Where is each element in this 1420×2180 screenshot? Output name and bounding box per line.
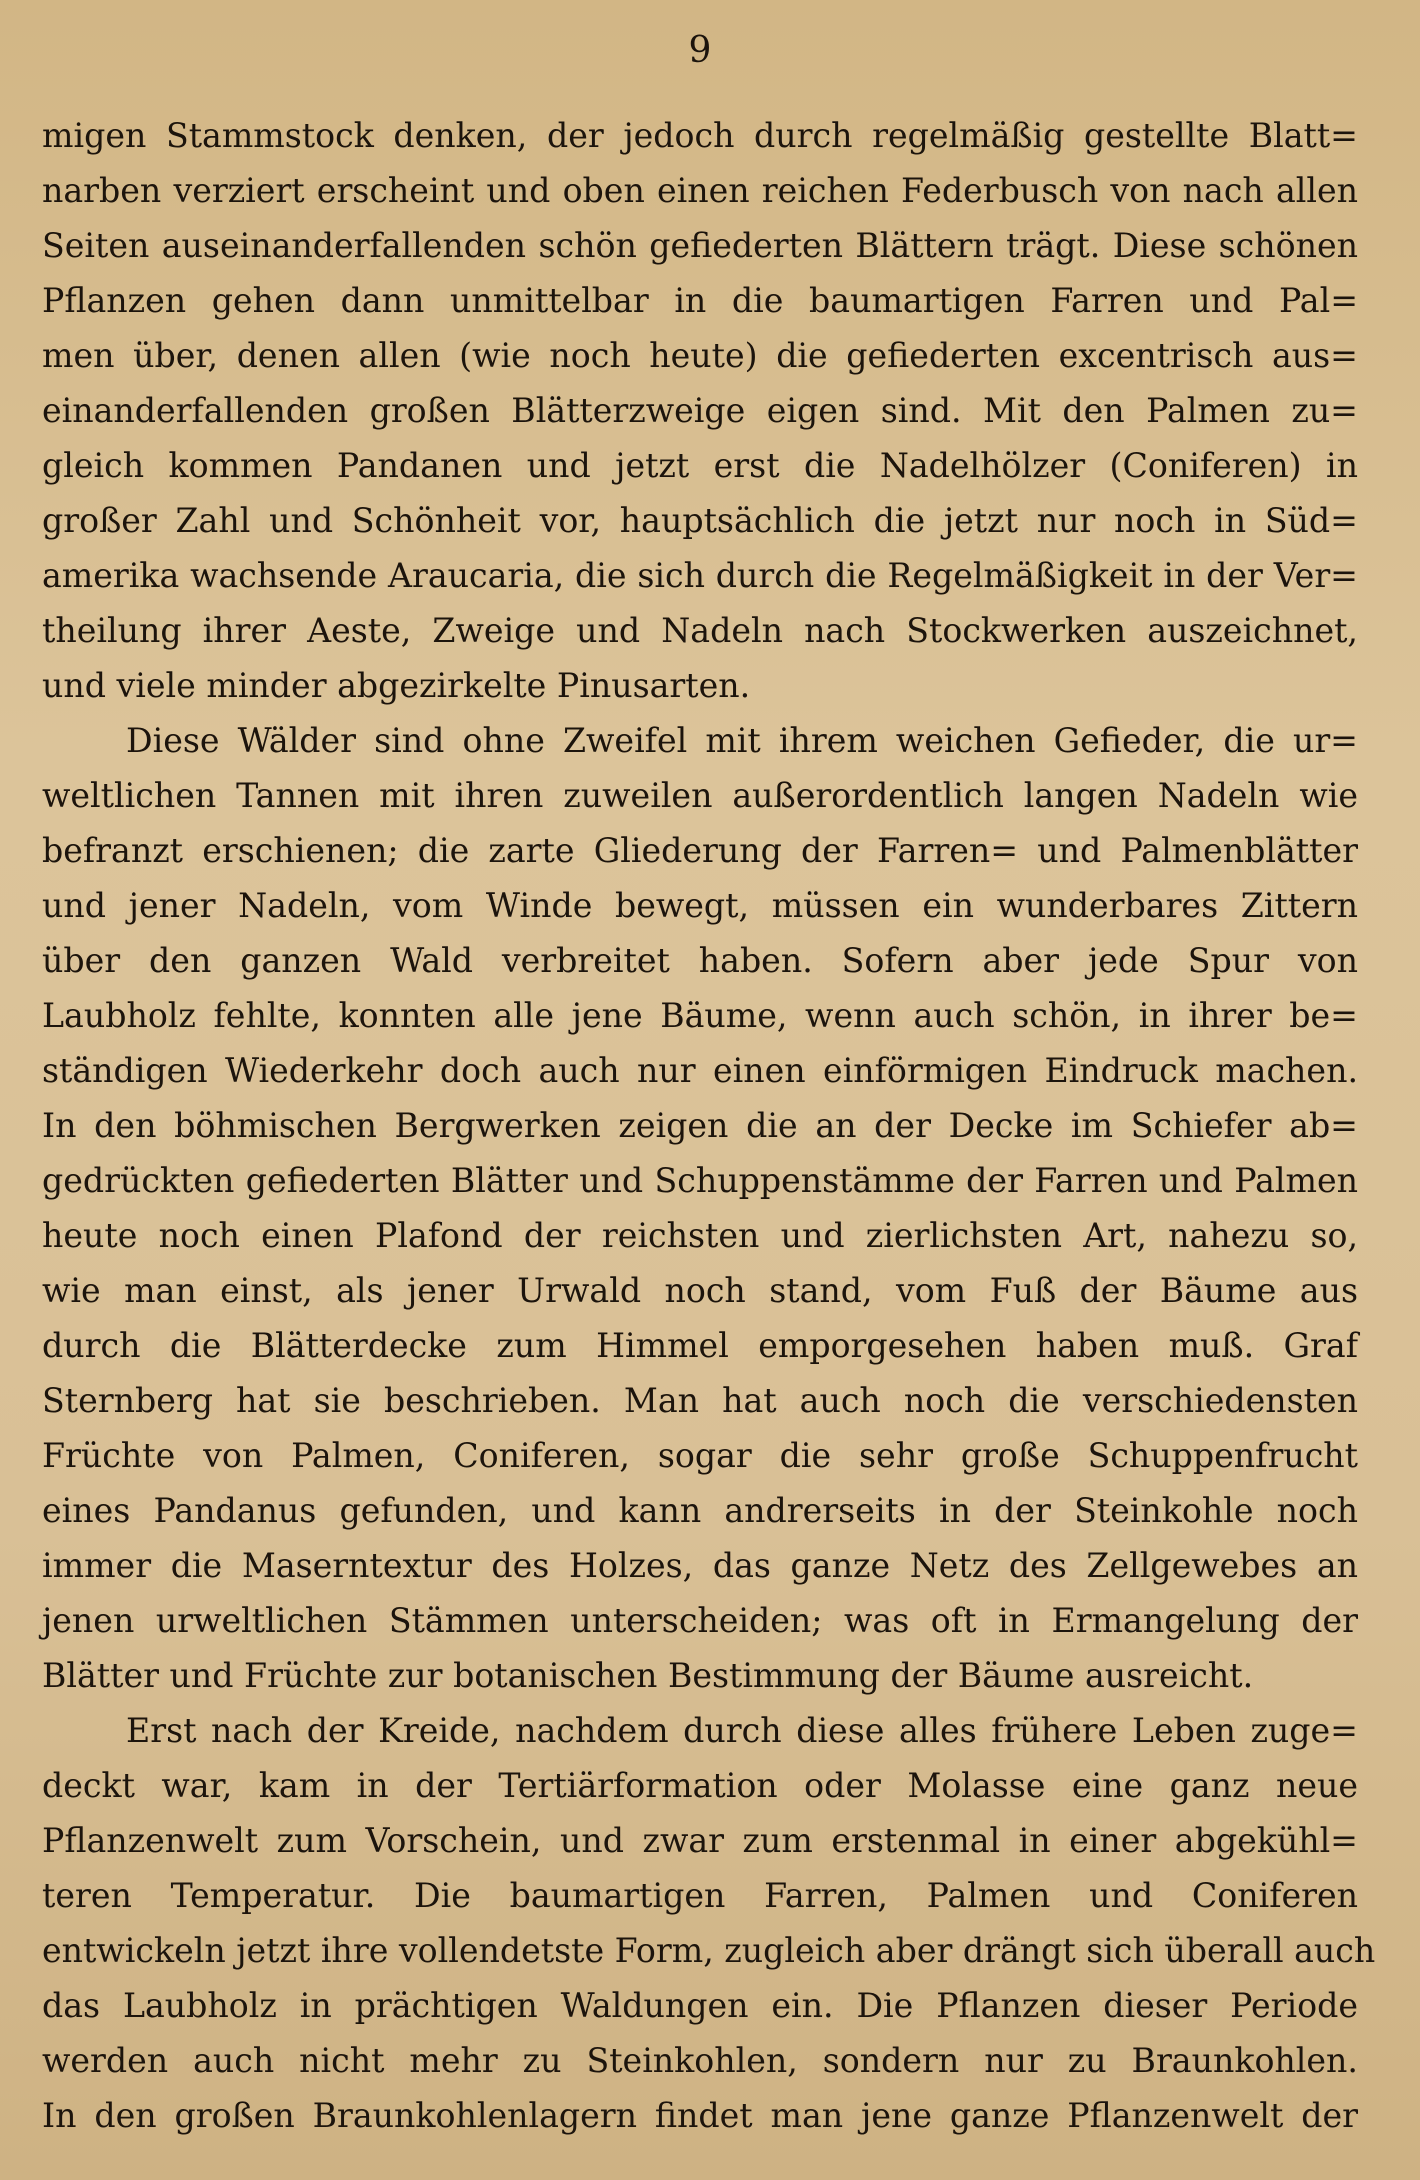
text-line: werden auch nicht mehr zu Steinkohlen, sondern nur zu Braunkohlen.: [42, 2041, 1358, 2080]
text-line: entwickeln jetzt ihre vollendetste Form, zugleich aber drängt sich überall auch: [42, 1931, 1376, 1970]
text-line: Seiten auseinanderfallenden schön gefiederten Blättern trägt. Diese schönen: [42, 226, 1358, 265]
text-line: narben verziert erscheint und oben einen reichen Federbusch von nach allen: [42, 171, 1358, 210]
text-line: Früchte von Palmen, Coniferen, sogar die sehr große Schuppenfrucht: [42, 1436, 1358, 1475]
text-line: migen Stammstock denken, der jedoch durch regelmäßig gestellte Blatt=: [42, 116, 1358, 155]
text-line: durch die Blätterdecke zum Himmel emporgesehen haben muß. Graf: [42, 1326, 1358, 1365]
text-line: amerika wachsende Araucaria, die sich durch die Regelmäßigkeit in der Ver=: [42, 556, 1358, 595]
text-line: das Laubholz in prächtigen Waldungen ein. Die Pflanzen dieser Periode: [42, 1986, 1358, 2025]
text-line: immer die Maserntextur des Holzes, das ganze Netz des Zellgewebes an: [42, 1546, 1358, 1585]
text-line: und jener Nadeln, vom Winde bewegt, müssen ein wunderbares Zittern: [42, 886, 1358, 925]
text-line: gleich kommen Pandanen und jetzt erst die Nadelhölzer (Coniferen) in: [42, 446, 1358, 485]
text-line: über den ganzen Wald verbreitet haben. Sofern aber jede Spur von: [42, 941, 1358, 980]
paragraph: [42, 713, 1358, 1703]
text-line: men über, denen allen (wie noch heute) die gefiederten excentrisch aus=: [42, 336, 1358, 375]
text-line: Sternberg hat sie beschrieben. Man hat auch noch die verschiedensten: [42, 1381, 1358, 1420]
text-line: großer Zahl und Schönheit vor, hauptsächlich die jetzt nur noch in Süd=: [42, 501, 1358, 540]
paragraph: [42, 1703, 1376, 2143]
text-line: theilung ihrer Aeste, Zweige und Nadeln nach Stockwerken auszeichnet,: [42, 611, 1358, 650]
paragraph: [42, 108, 1358, 713]
page-number: 9: [688, 30, 712, 71]
text-line: Erst nach der Kreide, nachdem durch diese alles frühere Leben zuge=: [126, 1711, 1358, 1750]
text-line: heute noch einen Plafond der reichsten und zierlichsten Art, nahezu so,: [42, 1216, 1358, 1255]
text-line: Pflanzenwelt zum Vorschein, und zwar zum erstenmal in einer abgekühl=: [42, 1821, 1358, 1860]
text-line: In den böhmischen Bergwerken zeigen die an der Decke im Schiefer ab=: [42, 1106, 1358, 1145]
text-line: Pflanzen gehen dann unmittelbar in die baumartigen Farren und Pal=: [42, 281, 1358, 320]
text-line: Diese Wälder sind ohne Zweifel mit ihrem weichen Gefieder, die ur=: [126, 721, 1358, 760]
text-line: In den großen Braunkohlenlagern findet man jene ganze Pflanzenwelt der: [42, 2096, 1358, 2135]
text-line: deckt war, kam in der Tertiärformation oder Molasse eine ganz neue: [42, 1766, 1358, 1805]
text-line: ständigen Wiederkehr doch auch nur einen einförmigen Eindruck machen.: [42, 1051, 1358, 1090]
text-line: gedrückten gefiederten Blätter und Schuppenstämme der Farren und Palmen: [42, 1161, 1358, 1200]
body-text: [42, 108, 1376, 2143]
text-line: einanderfallenden großen Blätterzweige eigen sind. Mit den Palmen zu=: [42, 391, 1358, 430]
text-line: befranzt erschienen; die zarte Gliederung der Farren= und Palmenblätter: [42, 831, 1358, 870]
text-line: wie man einst, als jener Urwald noch stand, vom Fuß der Bäume aus: [42, 1271, 1358, 1310]
text-line: Blätter und Früchte zur botanischen Bestimmung der Bäume ausreicht.: [42, 1656, 1254, 1695]
text-line: eines Pandanus gefunden, und kann andrerseits in der Steinkohle noch: [42, 1491, 1358, 1530]
text-line: und viele minder abgezirkelte Pinusarten.: [42, 666, 751, 705]
text-line: Laubholz fehlte, konnten alle jene Bäume, wenn auch schön, in ihrer be=: [42, 996, 1358, 1035]
text-line: weltlichen Tannen mit ihren zuweilen außerordentlich langen Nadeln wie: [42, 776, 1358, 815]
text-line: jenen urweltlichen Stämmen unterscheiden; was oft in Ermangelung der: [42, 1601, 1358, 1640]
text-line: teren Temperatur. Die baumartigen Farren, Palmen und Coniferen: [42, 1876, 1358, 1915]
